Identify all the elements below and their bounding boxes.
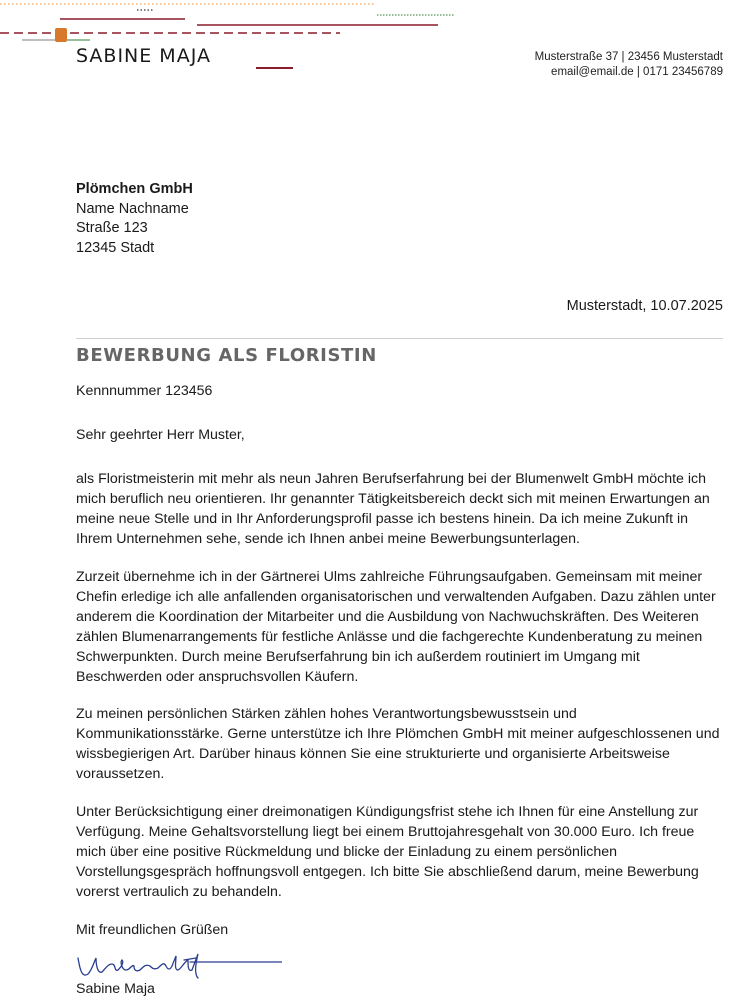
sender-name: SABINE MAJA: [76, 45, 211, 67]
recipient-company: Plömchen GmbH: [76, 181, 193, 197]
closing: Mit freundlichen Grüßen: [76, 922, 229, 938]
recipient-city: 12345 Stadt: [76, 240, 155, 256]
reference-number: Kennnummer 123456: [76, 383, 213, 399]
paragraph: Zurzeit übernehme ich in der Gärtnerei Ulms zahlreiche Führungsaufgaben. Gemeinsam mit meiner Chefin erledige ich alle anfallenden organisatorischen und verwaltenden Aufgaben. Dazu zählen unter anderem die Koordination der Mitarbeiter und die Ausbildung von Nachwuchskräften. Des Weiteren zählen Blumenarrangements für festliche Anlässe und die fachgerechte Kundenberatung zu meinen Schwerpunkten. Durch meine Berufserfahrung bin ich außerdem routiniert im Umgang mit Beschwerden oder anspruchsvollen Käufern.: [76, 569, 716, 685]
salutation: Sehr geehrter Herr Muster,: [76, 427, 245, 443]
recipient-contact: Name Nachname: [76, 201, 189, 217]
recipient-street: Straße 123: [76, 220, 148, 236]
contact-address: Musterstraße 37 | 23456 Musterstadt: [534, 51, 723, 63]
paragraph: Zu meinen persönlichen Stärken zählen hohes Verantwortungsbewusstsein und Kommunikationsstärke. Gerne unterstütze ich Ihre Plömchen GmbH mit meiner aufgeschlossenen und wissbegierigen Art. Darüber hinaus können Sie eine strukturierte und organisierte Arbeitsweise voraussetzen.: [76, 706, 720, 782]
paragraph: als Floristmeisterin mit mehr als neun Jahren Berufserfahrung bei der Blumenwelt GmbH möchte ich mich beruflich neu orientieren. Ihr genannter Tätigkeitsbereich deckt sich mit meinen Erwartungen an meine neue Stelle und in Ihr Anforderungsprofil passe ich bestens hinein. Da ich meine Zukunft in Ihrem Unternehmen sehe, sende ich Ihnen anbei meine Bewerbungsunterlagen.: [76, 471, 710, 547]
date-line: Musterstadt, 10.07.2025: [566, 298, 723, 314]
signature-stroke: [78, 954, 282, 978]
signature-image: [72, 948, 282, 982]
paragraph: Unter Berücksichtigung einer dreimonatigen Kündigungsfrist stehe ich Ihnen für eine Anstellung zur Verfügung. Meine Gehaltsvorstellung liegt bei einem Bruttojahresgehalt von 30.000 Euro. Ich freue mich über eine positive Rückmeldung und blicke der Einladung zu einem persönlichen Vorstellungsgespräch hoffnungsvoll entgegen. Ich bitte Sie abschließend darum, meine Bewerbung vorerst vertraulich zu behandeln.: [76, 804, 699, 900]
contact-email-phone: email@email.de | 0171 23456789: [551, 66, 723, 78]
orange-tag-icon: [55, 28, 67, 42]
signer-name: Sabine Maja: [76, 981, 155, 997]
subject-heading: BEWERBUNG ALS FLORISTIN: [76, 345, 377, 366]
divider: [76, 338, 723, 339]
